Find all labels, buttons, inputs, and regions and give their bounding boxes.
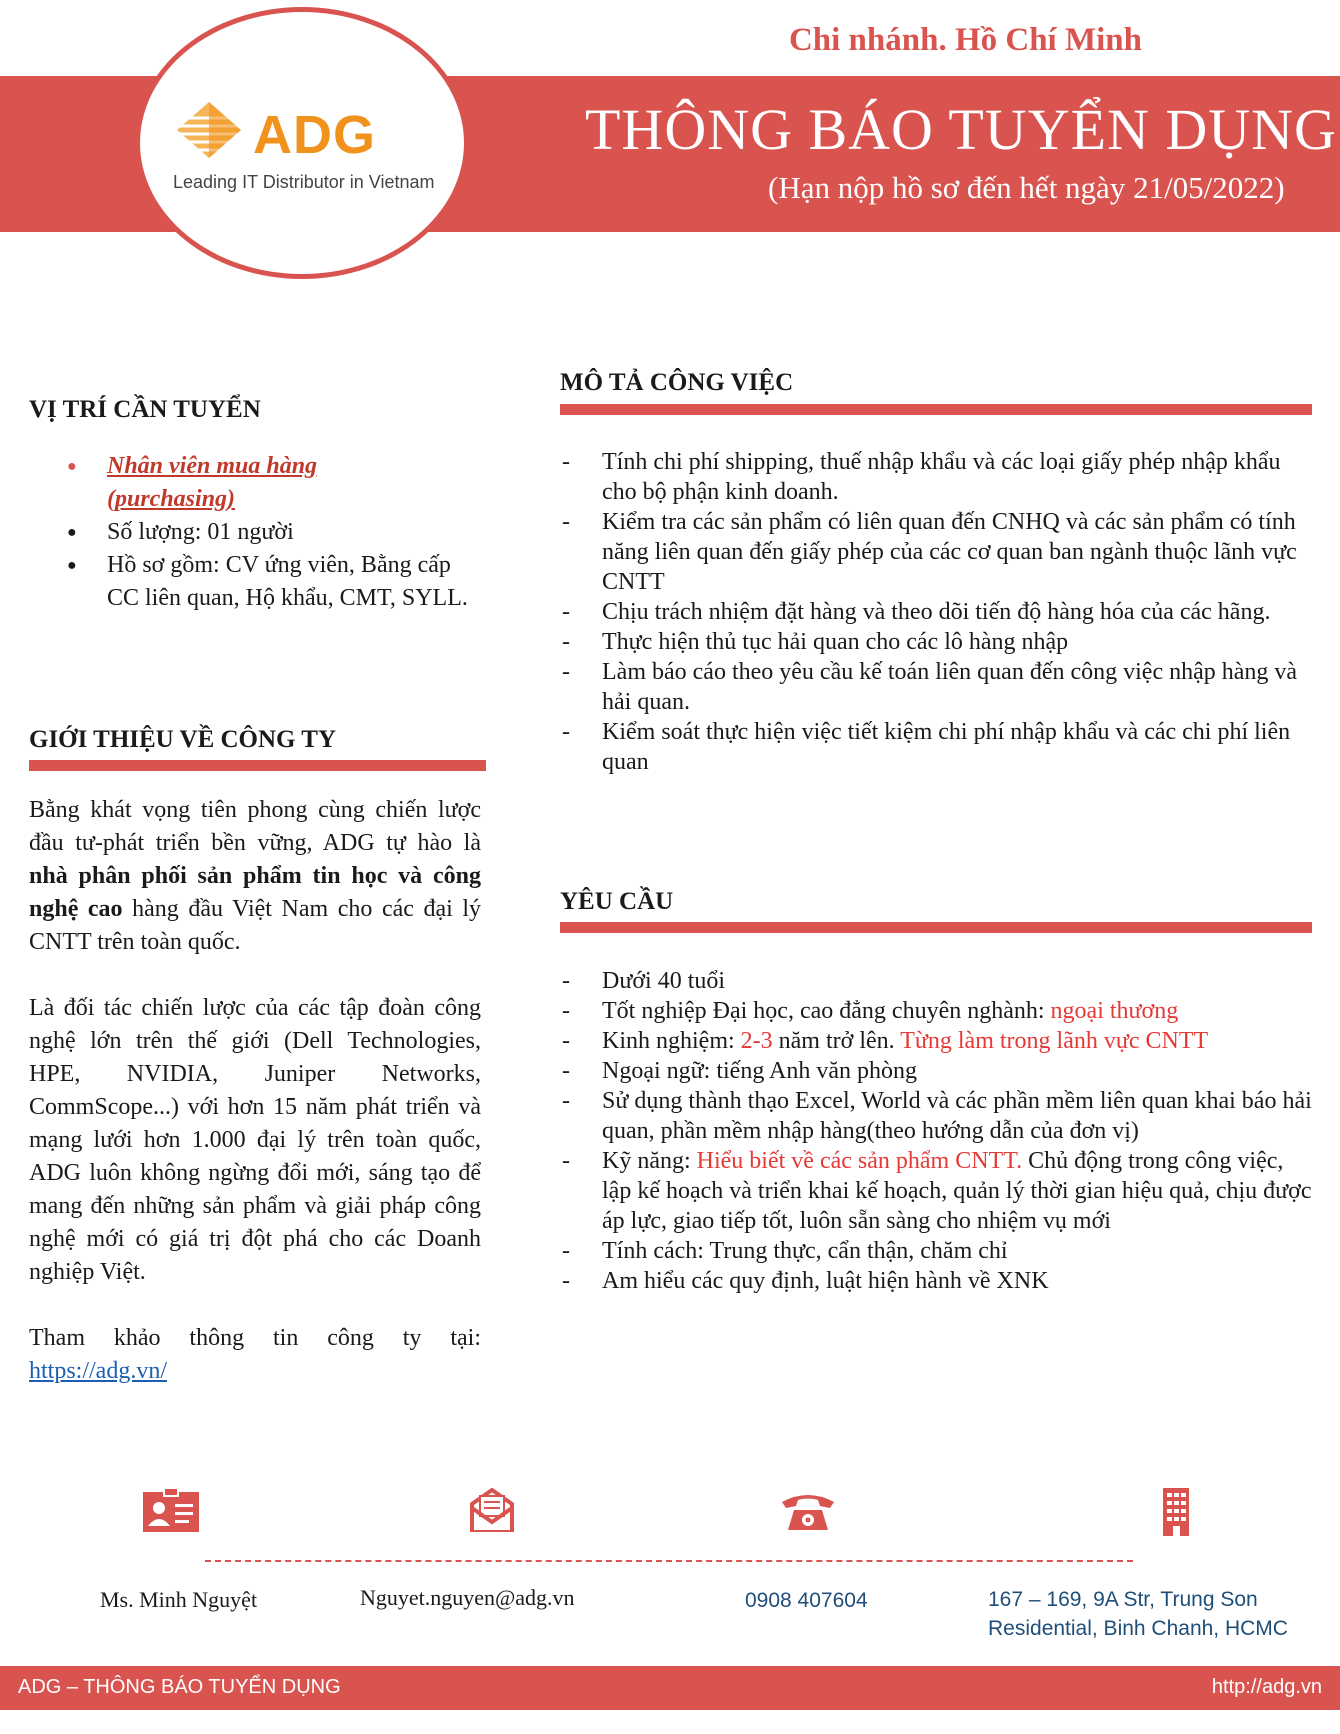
job-description-item: - Kiểm tra các sản phẩm có liên quan đến CNHQ và các sản phẩm có tính năng liên quan đến giấy phép của các cơ quan ban ngành thuộc lãnh vực CNTT (560, 507, 1312, 597)
footer-title: ADG – THÔNG BÁO TUYỂN DỤNG (18, 1676, 341, 1698)
company-paragraph-1: Bằng khát vọng tiên phong cùng chiến lược đầu tư-phát triển bền vững, ADG tự hào là nhà phân phối sản phẩm tin học và công nghệ cao hàng đầu Việt Nam cho các đại lý CNTT trên toàn quốc. (29, 797, 482, 955)
requirement-personality: - Tính cách: Trung thực, cẩn thận, chăm chỉ (560, 1236, 1312, 1266)
position-quantity: ● Số lượng: 01 người (29, 516, 481, 549)
requirement-experience: - Kinh nghiệm: 2-3 năm trở lên. Từng làm trong lãnh vực CNTT (560, 1026, 1312, 1056)
application-deadline: (Hạn nộp hồ sơ đến hết ngày 21/05/2022) (768, 170, 1285, 205)
company-heading: GIỚI THIỆU VỀ CÔNG TY (29, 726, 337, 753)
position-role-line1[interactable]: Nhân viên mua hàng (107, 453, 318, 479)
contact-email[interactable]: Nguyet.nguyen@adg.vn (360, 1585, 575, 1610)
requirement-regulations: - Am hiểu các quy định, luật hiện hành về XNK (560, 1266, 1312, 1296)
contact-phone[interactable]: 0908 407604 (745, 1589, 868, 1612)
company-website-link[interactable]: https://adg.vn/ (29, 1358, 167, 1384)
contact-divider (205, 1560, 1133, 1562)
contact-name: Ms. Minh Nguyệt (100, 1587, 258, 1612)
contact-address (988, 1585, 1288, 1643)
job-description-item: - Chịu trách nhiệm đặt hàng và theo dõi tiến độ hàng hóa của các hãng. (560, 597, 1312, 627)
building-icon (1154, 1488, 1198, 1536)
requirement-language: - Ngoại ngữ: tiếng Anh văn phòng (560, 1056, 1312, 1086)
requirements-list (560, 966, 1312, 1296)
job-description-item: - Kiểm soát thực hiện việc tiết kiệm chi phí nhập khẩu và các chi phí liên quan (560, 717, 1312, 777)
branch-label: Chi nhánh. Hồ Chí Minh (788, 22, 1142, 58)
job-description-list (560, 447, 1312, 777)
position-heading: VỊ TRÍ CẦN TUYỂN (29, 396, 261, 423)
adg-logo-icon (175, 100, 243, 160)
address-line-2: Residential, Binh Chanh, HCMC (988, 1617, 1288, 1640)
requirement-major: ngoại thương (1050, 998, 1179, 1024)
requirement-skills: - Kỹ năng: Hiểu biết về các sản phẩm CNTT. Chủ động trong công việc, lập kế hoạch và triển khai kế hoạch, quản lý thời gian hiệu quả, chịu được áp lực, giao tiếp tốt, luôn sẵn sàng cho nhiệm vụ mới (560, 1146, 1312, 1236)
requirement-age: - Dưới 40 tuổi (560, 966, 1312, 996)
requirements-heading: YÊU CẦU (560, 888, 674, 915)
job-description-heading-bar (560, 404, 1312, 415)
company-reference-label: Tham khảo thông tin công ty tại: (29, 1325, 481, 1351)
page-title: THÔNG BÁO TUYỂN DỤNG (585, 97, 1337, 162)
job-description-item: - Thực hiện thủ tục hải quan cho các lô hàng nhập (560, 627, 1312, 657)
requirements-heading-bar (560, 922, 1312, 933)
mail-icon (464, 1488, 520, 1532)
position-role (29, 450, 481, 516)
company-paragraph-2: Là đối tác chiến lược của các tập đoàn công nghệ lớn trên thế giới (Dell Technologies, HPE, NVIDIA, Juniper Networks, CommScope...) với hơn 15 năm phát triển và mạng lưới hơn 1.000 đại lý trên toàn quốc, ADG luôn không ngừng đổi mới, sáng tạo để mang đến những sản phẩm và giải pháp công nghệ mới có giá trị đột phá cho các Doanh nghiệp Việt. (29, 995, 481, 1285)
requirement-software: - Sử dụng thành thạo Excel, World và các phần mềm liên quan khai báo hải quan, phần mềm nhập hàng(theo hướng dẫn của đơn vị) (560, 1086, 1312, 1146)
address-line-1: 167 – 169, 9A Str, Trung Son (988, 1588, 1258, 1611)
job-description-item: - Tính chi phí shipping, thuế nhập khẩu và các loại giấy phép nhập khẩu cho bộ phận kinh doanh. (560, 447, 1312, 507)
footer-website-link[interactable]: http://adg.vn (1211, 1676, 1322, 1698)
company-heading-bar (29, 760, 486, 771)
logo-brand: ADG (253, 105, 376, 165)
job-description-item: - Làm báo cáo theo yêu cầu kế toán liên quan đến công việc nhập hàng và hải quan. (560, 657, 1312, 717)
position-section (29, 450, 481, 615)
position-documents: ● Hồ sơ gồm: CV ứng viên, Bằng cấp CC liên quan, Hộ khẩu, CMT, SYLL. (29, 549, 481, 615)
company-intro (29, 794, 481, 1388)
position-role-line2[interactable]: (purchasing) (107, 486, 236, 512)
logo-tagline: Leading IT Distributor in Vietnam (173, 172, 435, 192)
requirement-education: - Tốt nghiệp Đại học, cao đẳng chuyên nghành: ngoại thương (560, 996, 1312, 1026)
job-description-heading: MÔ TẢ CÔNG VIỆC (560, 369, 794, 396)
telephone-icon (780, 1488, 836, 1532)
id-card-icon (143, 1488, 199, 1532)
